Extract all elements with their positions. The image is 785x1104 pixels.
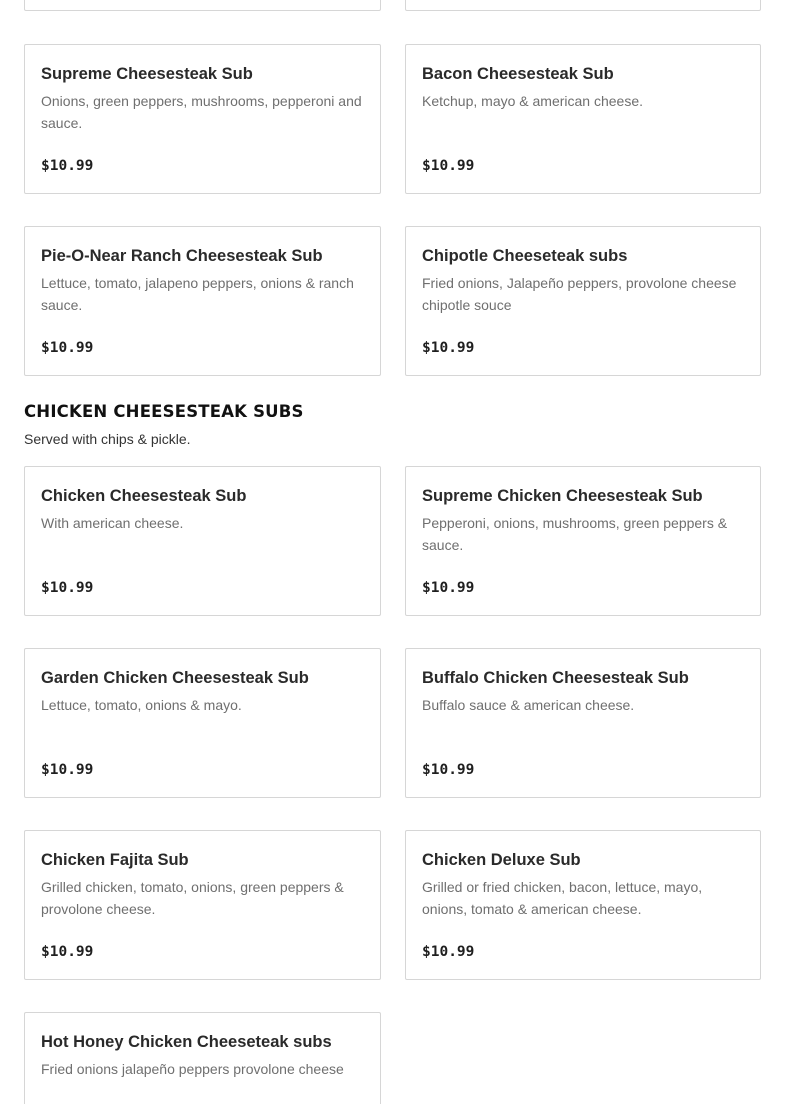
- menu-item-description: Lettuce, tomato, jalapeno peppers, onions & ranch sauce.: [41, 275, 354, 313]
- menu-item-card[interactable]: [405, 466, 761, 616]
- menu-item-name: Chicken Cheesesteak Sub: [41, 487, 247, 505]
- menu-item-price: $10.99: [422, 944, 475, 960]
- menu-item-price: $10.99: [422, 158, 475, 174]
- menu-item-description: With american cheese.: [41, 515, 184, 531]
- menu-item-description: Grilled or fried chicken, bacon, lettuce, mayo, onions, tomato & american cheese.: [422, 879, 703, 917]
- menu-item-price: $10.99: [422, 340, 475, 356]
- menu-item-name: Bacon Cheesesteak Sub: [422, 65, 614, 83]
- menu-item-name: Hot Honey Chicken Cheeseteak subs: [41, 1033, 332, 1051]
- menu-item-card[interactable]: [24, 648, 381, 798]
- menu-item-price: $10.99: [41, 944, 94, 960]
- menu-item-card[interactable]: [405, 44, 761, 194]
- menu-item-name: Chicken Deluxe Sub: [422, 851, 581, 869]
- menu-item-name: Buffalo Chicken Cheesesteak Sub: [422, 669, 689, 687]
- menu-item-card-partial[interactable]: [405, 0, 761, 11]
- menu-item-description: Buffalo sauce & american cheese.: [422, 697, 635, 713]
- menu-item-description: Ketchup, mayo & american cheese.: [422, 93, 644, 109]
- menu-item-description: Fried onions jalapeño peppers provolone cheese: [41, 1061, 344, 1077]
- menu-item-card[interactable]: [24, 1012, 381, 1104]
- menu-item-description: Onions, green peppers, mushrooms, pepperoni and sauce.: [41, 93, 362, 131]
- menu-item-card[interactable]: [405, 648, 761, 798]
- menu-item-name: Supreme Chicken Cheesesteak Sub: [422, 487, 703, 505]
- section-title: CHICKEN CHEESESTEAK SUBS: [24, 402, 304, 421]
- menu-item-price: $10.99: [41, 762, 94, 778]
- menu-item-price: $10.99: [41, 580, 94, 596]
- menu-item-card-partial[interactable]: [24, 0, 381, 11]
- menu-item-name: Chipotle Cheeseteak subs: [422, 247, 628, 265]
- menu-item-card[interactable]: [24, 226, 381, 376]
- menu-item-name: Chicken Fajita Sub: [41, 851, 189, 869]
- menu-item-name: Pie-O-Near Ranch Cheesesteak Sub: [41, 247, 323, 265]
- menu-item-card[interactable]: [405, 830, 761, 980]
- menu-item-card[interactable]: [405, 226, 761, 376]
- menu-item-description: Fried onions, Jalapeño peppers, provolone cheese chipotle souce: [422, 275, 737, 313]
- menu-item-price: $10.99: [422, 762, 475, 778]
- menu-item-name: Supreme Cheesesteak Sub: [41, 65, 253, 83]
- menu-item-card[interactable]: [24, 44, 381, 194]
- menu-item-price: $10.99: [41, 340, 94, 356]
- menu-item-card[interactable]: [24, 830, 381, 980]
- menu-item-price: $10.99: [41, 158, 94, 174]
- section-subtitle: Served with chips & pickle.: [24, 431, 191, 447]
- menu-item-price: $10.99: [422, 580, 475, 596]
- menu-item-description: Grilled chicken, tomato, onions, green peppers & provolone cheese.: [41, 879, 344, 917]
- menu-item-name: Garden Chicken Cheesesteak Sub: [41, 669, 309, 687]
- menu-item-description: Pepperoni, onions, mushrooms, green peppers & sauce.: [422, 515, 728, 553]
- menu-item-description: Lettuce, tomato, onions & mayo.: [41, 697, 242, 713]
- menu-item-card[interactable]: [24, 466, 381, 616]
